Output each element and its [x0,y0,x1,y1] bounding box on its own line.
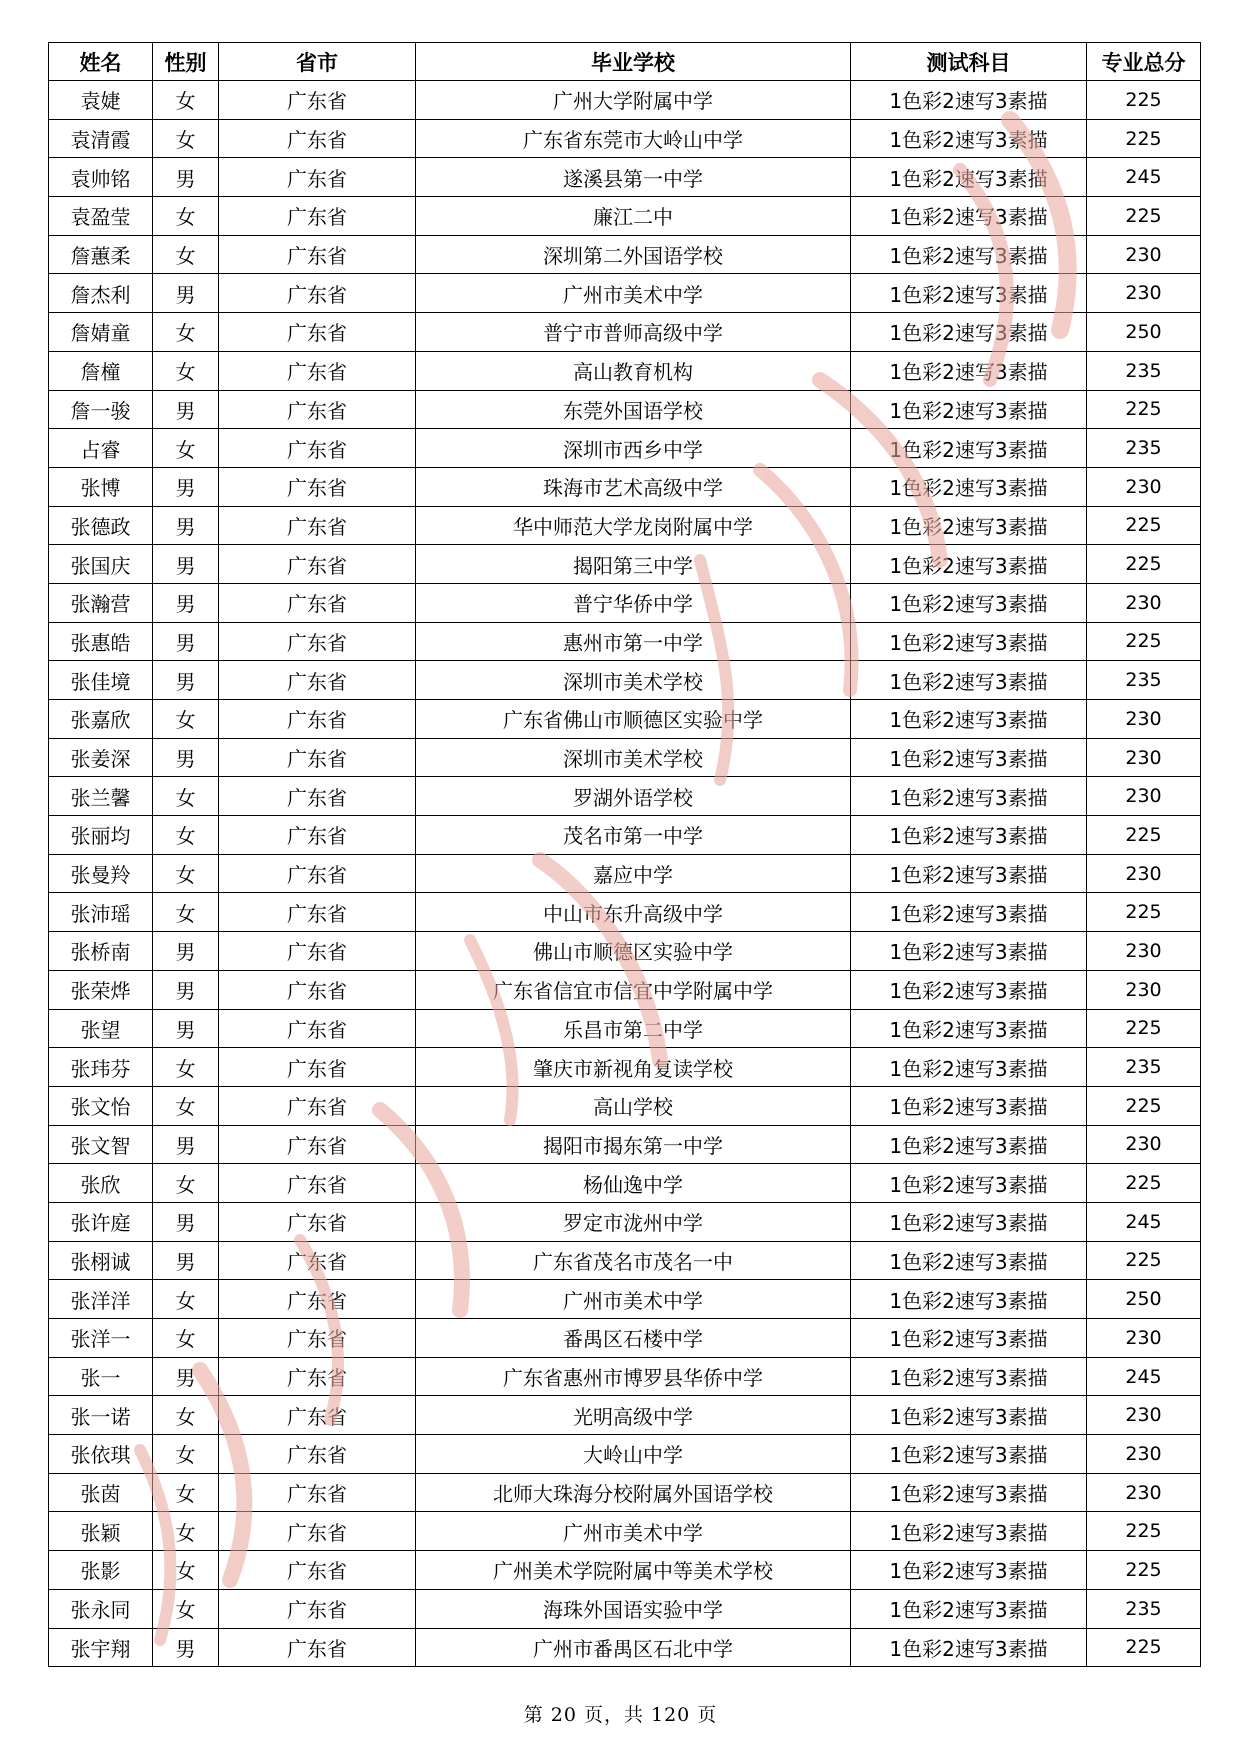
cell-total-score: 230 [1087,970,1201,1009]
admission-table [48,42,1201,1667]
cell-name: 詹蕙柔 [49,235,153,274]
cell-school: 广州大学附属中学 [416,81,851,120]
cell-name: 张永同 [49,1589,153,1628]
table-row [49,81,1201,120]
cell-school: 广州市美术中学 [416,274,851,313]
cell-subjects: 1色彩2速写3素描 [851,545,1087,584]
cell-name: 张栩诚 [49,1241,153,1280]
table-row [49,1435,1201,1474]
table-row [49,970,1201,1009]
table-row [49,1048,1201,1087]
cell-school: 广州市番禺区石北中学 [416,1628,851,1667]
table-row [49,1589,1201,1628]
cell-school: 中山市东升高级中学 [416,893,851,932]
cell-subjects: 1色彩2速写3素描 [851,158,1087,197]
table-row [49,622,1201,661]
cell-gender: 女 [153,700,219,739]
cell-name: 张沛瑶 [49,893,153,932]
cell-subjects: 1色彩2速写3素描 [851,738,1087,777]
cell-name: 张姜深 [49,738,153,777]
cell-gender: 男 [153,1357,219,1396]
cell-school: 罗湖外语学校 [416,777,851,816]
cell-province: 广东省 [219,1086,416,1125]
cell-total-score: 225 [1087,816,1201,855]
cell-name: 张博 [49,467,153,506]
cell-gender: 女 [153,351,219,390]
table-row [49,738,1201,777]
cell-school: 深圳市美术学校 [416,738,851,777]
header-gender: 性别 [153,43,219,81]
cell-subjects: 1色彩2速写3素描 [851,970,1087,1009]
cell-subjects: 1色彩2速写3素描 [851,854,1087,893]
cell-name: 袁盈莹 [49,197,153,236]
cell-total-score: 250 [1087,313,1201,352]
cell-total-score: 245 [1087,158,1201,197]
cell-subjects: 1色彩2速写3素描 [851,390,1087,429]
cell-province: 广东省 [219,1512,416,1551]
cell-province: 广东省 [219,313,416,352]
cell-school: 普宁市普师高级中学 [416,313,851,352]
cell-gender: 女 [153,1435,219,1474]
header-subjects: 测试科目 [851,43,1087,81]
cell-province: 广东省 [219,1125,416,1164]
cell-gender: 女 [153,1473,219,1512]
cell-province: 广东省 [219,467,416,506]
cell-subjects: 1色彩2速写3素描 [851,777,1087,816]
cell-subjects: 1色彩2速写3素描 [851,506,1087,545]
cell-school: 揭阳第三中学 [416,545,851,584]
cell-school: 惠州市第一中学 [416,622,851,661]
cell-gender: 女 [153,197,219,236]
cell-name: 詹一骏 [49,390,153,429]
cell-province: 广东省 [219,197,416,236]
cell-province: 广东省 [219,158,416,197]
cell-province: 广东省 [219,506,416,545]
cell-province: 广东省 [219,622,416,661]
cell-school: 杨仙逸中学 [416,1164,851,1203]
cell-school: 广东省惠州市博罗县华侨中学 [416,1357,851,1396]
cell-name: 袁清霞 [49,119,153,158]
cell-gender: 女 [153,235,219,274]
cell-total-score: 230 [1087,1319,1201,1358]
cell-gender: 男 [153,583,219,622]
table-row [49,1319,1201,1358]
admission-list [48,42,1200,1667]
cell-subjects: 1色彩2速写3素描 [851,622,1087,661]
header-total-score: 专业总分 [1087,43,1201,81]
cell-total-score: 230 [1087,1435,1201,1474]
cell-gender: 男 [153,1009,219,1048]
cell-gender: 女 [153,1319,219,1358]
cell-total-score: 225 [1087,1164,1201,1203]
table-row [49,777,1201,816]
cell-subjects: 1色彩2速写3素描 [851,119,1087,158]
cell-gender: 女 [153,1086,219,1125]
cell-gender: 女 [153,893,219,932]
table-row [49,932,1201,971]
cell-gender: 女 [153,777,219,816]
cell-province: 广东省 [219,274,416,313]
table-row [49,1396,1201,1435]
cell-school: 揭阳市揭东第一中学 [416,1125,851,1164]
cell-school: 广州美术学院附属中等美术学校 [416,1551,851,1590]
table-row [49,816,1201,855]
cell-province: 广东省 [219,1589,416,1628]
cell-name: 张瀚营 [49,583,153,622]
table-row [49,158,1201,197]
table-row [49,351,1201,390]
table-row [49,119,1201,158]
table-row [49,700,1201,739]
cell-name: 张惠皓 [49,622,153,661]
cell-subjects: 1色彩2速写3素描 [851,1164,1087,1203]
cell-gender: 男 [153,1628,219,1667]
cell-school: 茂名市第一中学 [416,816,851,855]
cell-province: 广东省 [219,893,416,932]
cell-name: 占睿 [49,429,153,468]
cell-name: 张兰馨 [49,777,153,816]
cell-total-score: 250 [1087,1280,1201,1319]
cell-name: 詹橦 [49,351,153,390]
cell-subjects: 1色彩2速写3素描 [851,661,1087,700]
cell-school: 廉江二中 [416,197,851,236]
cell-gender: 女 [153,1589,219,1628]
cell-province: 广东省 [219,583,416,622]
cell-subjects: 1色彩2速写3素描 [851,1086,1087,1125]
cell-province: 广东省 [219,390,416,429]
cell-school: 珠海市艺术高级中学 [416,467,851,506]
table-row [49,893,1201,932]
cell-gender: 男 [153,738,219,777]
cell-subjects: 1色彩2速写3素描 [851,1009,1087,1048]
cell-school: 深圳市美术学校 [416,661,851,700]
cell-name: 张许庭 [49,1202,153,1241]
cell-gender: 男 [153,1202,219,1241]
cell-name: 袁帅铭 [49,158,153,197]
cell-total-score: 230 [1087,583,1201,622]
cell-name: 张文智 [49,1125,153,1164]
cell-gender: 女 [153,81,219,120]
cell-name: 张国庆 [49,545,153,584]
cell-subjects: 1色彩2速写3素描 [851,429,1087,468]
cell-gender: 女 [153,816,219,855]
cell-gender: 男 [153,158,219,197]
cell-name: 张玮芬 [49,1048,153,1087]
cell-total-score: 230 [1087,738,1201,777]
table-row [49,1551,1201,1590]
cell-gender: 女 [153,1512,219,1551]
table-row [49,1125,1201,1164]
cell-subjects: 1色彩2速写3素描 [851,700,1087,739]
cell-school: 番禺区石楼中学 [416,1319,851,1358]
cell-total-score: 225 [1087,390,1201,429]
cell-gender: 男 [153,467,219,506]
cell-total-score: 230 [1087,1396,1201,1435]
cell-total-score: 225 [1087,1241,1201,1280]
cell-name: 张颖 [49,1512,153,1551]
cell-province: 广东省 [219,816,416,855]
cell-province: 广东省 [219,81,416,120]
cell-province: 广东省 [219,854,416,893]
table-row [49,1202,1201,1241]
cell-total-score: 225 [1087,1512,1201,1551]
cell-total-score: 230 [1087,854,1201,893]
cell-name: 张依琪 [49,1435,153,1474]
cell-subjects: 1色彩2速写3素描 [851,816,1087,855]
cell-school: 海珠外国语实验中学 [416,1589,851,1628]
cell-name: 张丽均 [49,816,153,855]
table-row [49,1512,1201,1551]
cell-total-score: 225 [1087,1628,1201,1667]
cell-subjects: 1色彩2速写3素描 [851,1435,1087,1474]
cell-province: 广东省 [219,1357,416,1396]
cell-province: 广东省 [219,661,416,700]
cell-school: 广东省东莞市大岭山中学 [416,119,851,158]
cell-name: 詹杰利 [49,274,153,313]
table-row [49,1357,1201,1396]
cell-gender: 女 [153,1048,219,1087]
cell-name: 张影 [49,1551,153,1590]
cell-subjects: 1色彩2速写3素描 [851,1589,1087,1628]
cell-name: 张佳境 [49,661,153,700]
cell-name: 张欣 [49,1164,153,1203]
cell-subjects: 1色彩2速写3素描 [851,1048,1087,1087]
cell-school: 广州市美术中学 [416,1280,851,1319]
cell-subjects: 1色彩2速写3素描 [851,932,1087,971]
table-row [49,1628,1201,1667]
table-row [49,583,1201,622]
cell-name: 张德政 [49,506,153,545]
cell-subjects: 1色彩2速写3素描 [851,81,1087,120]
cell-total-score: 230 [1087,932,1201,971]
cell-school: 深圳第二外国语学校 [416,235,851,274]
cell-name: 张荣烨 [49,970,153,1009]
cell-name: 张嘉欣 [49,700,153,739]
cell-name: 张洋一 [49,1319,153,1358]
cell-school: 广东省茂名市茂名一中 [416,1241,851,1280]
header-province: 省市 [219,43,416,81]
cell-total-score: 225 [1087,81,1201,120]
cell-province: 广东省 [219,1280,416,1319]
cell-total-score: 235 [1087,1048,1201,1087]
cell-gender: 男 [153,1125,219,1164]
cell-province: 广东省 [219,235,416,274]
cell-total-score: 235 [1087,429,1201,468]
cell-gender: 男 [153,622,219,661]
cell-province: 广东省 [219,1202,416,1241]
table-row [49,197,1201,236]
cell-school: 肇庆市新视角复读学校 [416,1048,851,1087]
cell-name: 张一诺 [49,1396,153,1435]
cell-school: 北师大珠海分校附属外国语学校 [416,1473,851,1512]
table-row [49,313,1201,352]
cell-province: 广东省 [219,932,416,971]
cell-subjects: 1色彩2速写3素描 [851,1280,1087,1319]
cell-school: 广东省信宜市信宜中学附属中学 [416,970,851,1009]
table-row [49,1241,1201,1280]
cell-name: 张洋洋 [49,1280,153,1319]
cell-school: 高山学校 [416,1086,851,1125]
cell-subjects: 1色彩2速写3素描 [851,1357,1087,1396]
table-row [49,661,1201,700]
cell-subjects: 1色彩2速写3素描 [851,1241,1087,1280]
cell-total-score: 230 [1087,1125,1201,1164]
cell-subjects: 1色彩2速写3素描 [851,1628,1087,1667]
cell-total-score: 225 [1087,893,1201,932]
cell-total-score: 245 [1087,1202,1201,1241]
cell-subjects: 1色彩2速写3素描 [851,1319,1087,1358]
cell-province: 广东省 [219,970,416,1009]
table-row [49,429,1201,468]
cell-subjects: 1色彩2速写3素描 [851,274,1087,313]
cell-gender: 男 [153,970,219,1009]
cell-province: 广东省 [219,1241,416,1280]
cell-total-score: 225 [1087,506,1201,545]
cell-name: 张桥南 [49,932,153,971]
cell-total-score: 230 [1087,700,1201,739]
cell-province: 广东省 [219,738,416,777]
cell-gender: 男 [153,274,219,313]
cell-province: 广东省 [219,1435,416,1474]
table-row [49,274,1201,313]
cell-gender: 女 [153,429,219,468]
cell-name: 袁婕 [49,81,153,120]
page-footer: 第 20 页，共 120 页 [523,1704,718,1726]
cell-name: 张一 [49,1357,153,1396]
cell-province: 广东省 [219,1551,416,1590]
cell-subjects: 1色彩2速写3素描 [851,583,1087,622]
cell-total-score: 225 [1087,1551,1201,1590]
cell-subjects: 1色彩2速写3素描 [851,1125,1087,1164]
cell-province: 广东省 [219,119,416,158]
cell-total-score: 235 [1087,661,1201,700]
cell-school: 乐昌市第二中学 [416,1009,851,1048]
cell-subjects: 1色彩2速写3素描 [851,1512,1087,1551]
cell-gender: 女 [153,313,219,352]
cell-school: 东莞外国语学校 [416,390,851,429]
cell-gender: 男 [153,1241,219,1280]
cell-province: 广东省 [219,429,416,468]
cell-total-score: 230 [1087,467,1201,506]
cell-total-score: 245 [1087,1357,1201,1396]
table-row [49,506,1201,545]
cell-gender: 男 [153,506,219,545]
cell-name: 张宇翔 [49,1628,153,1667]
cell-school: 深圳市西乡中学 [416,429,851,468]
cell-province: 广东省 [219,1628,416,1667]
cell-gender: 女 [153,1164,219,1203]
cell-total-score: 230 [1087,1473,1201,1512]
cell-school: 光明高级中学 [416,1396,851,1435]
cell-subjects: 1色彩2速写3素描 [851,1202,1087,1241]
cell-province: 广东省 [219,700,416,739]
cell-subjects: 1色彩2速写3素描 [851,1551,1087,1590]
cell-name: 张望 [49,1009,153,1048]
cell-name: 张文怡 [49,1086,153,1125]
cell-subjects: 1色彩2速写3素描 [851,1473,1087,1512]
cell-gender: 男 [153,390,219,429]
table-row [49,235,1201,274]
cell-school: 广州市美术中学 [416,1512,851,1551]
cell-gender: 女 [153,119,219,158]
cell-province: 广东省 [219,1048,416,1087]
cell-school: 普宁华侨中学 [416,583,851,622]
cell-province: 广东省 [219,545,416,584]
cell-total-score: 230 [1087,235,1201,274]
cell-province: 广东省 [219,1473,416,1512]
cell-subjects: 1色彩2速写3素描 [851,1396,1087,1435]
cell-subjects: 1色彩2速写3素描 [851,313,1087,352]
cell-province: 广东省 [219,1009,416,1048]
cell-total-score: 225 [1087,1009,1201,1048]
cell-subjects: 1色彩2速写3素描 [851,893,1087,932]
cell-name: 张曼羚 [49,854,153,893]
cell-gender: 女 [153,854,219,893]
cell-gender: 女 [153,1280,219,1319]
cell-gender: 男 [153,661,219,700]
cell-gender: 女 [153,1551,219,1590]
cell-province: 广东省 [219,1396,416,1435]
header-name: 姓名 [49,43,153,81]
table-row [49,390,1201,429]
cell-name: 张茵 [49,1473,153,1512]
table-row [49,854,1201,893]
cell-total-score: 225 [1087,1086,1201,1125]
cell-school: 嘉应中学 [416,854,851,893]
cell-school: 华中师范大学龙岗附属中学 [416,506,851,545]
cell-name: 詹婧童 [49,313,153,352]
cell-total-score: 225 [1087,119,1201,158]
header-school: 毕业学校 [416,43,851,81]
cell-total-score: 235 [1087,351,1201,390]
table-row [49,1009,1201,1048]
table-row [49,1086,1201,1125]
cell-school: 高山教育机构 [416,351,851,390]
cell-school: 遂溪县第一中学 [416,158,851,197]
cell-province: 广东省 [219,777,416,816]
cell-total-score: 230 [1087,274,1201,313]
cell-gender: 女 [153,1396,219,1435]
cell-subjects: 1色彩2速写3素描 [851,351,1087,390]
cell-subjects: 1色彩2速写3素描 [851,197,1087,236]
cell-subjects: 1色彩2速写3素描 [851,235,1087,274]
cell-gender: 男 [153,932,219,971]
cell-total-score: 225 [1087,545,1201,584]
table-header-row [49,43,1201,81]
table-body [49,81,1201,1667]
table-row [49,1473,1201,1512]
cell-school: 大岭山中学 [416,1435,851,1474]
table-row [49,545,1201,584]
table-row [49,1280,1201,1319]
table-row [49,467,1201,506]
cell-province: 广东省 [219,1164,416,1203]
cell-subjects: 1色彩2速写3素描 [851,467,1087,506]
cell-total-score: 225 [1087,622,1201,661]
cell-total-score: 230 [1087,777,1201,816]
cell-school: 广东省佛山市顺德区实验中学 [416,700,851,739]
cell-total-score: 235 [1087,1589,1201,1628]
cell-province: 广东省 [219,351,416,390]
cell-province: 广东省 [219,1319,416,1358]
cell-gender: 男 [153,545,219,584]
cell-total-score: 225 [1087,197,1201,236]
cell-school: 罗定市泷州中学 [416,1202,851,1241]
cell-school: 佛山市顺德区实验中学 [416,932,851,971]
table-row [49,1164,1201,1203]
